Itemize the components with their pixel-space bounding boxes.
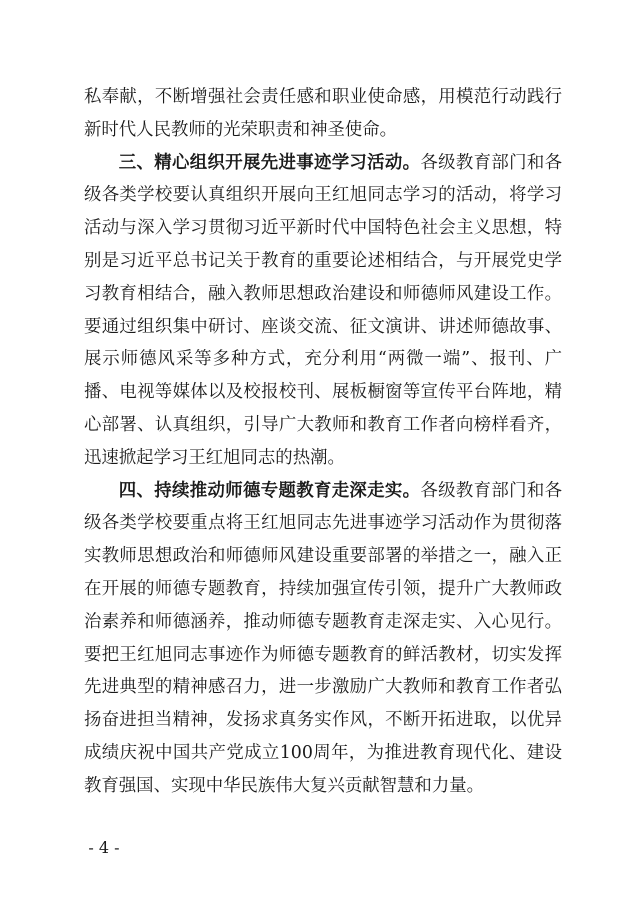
section-four-heading: 四、持续推动师德专题教育走深走实。 xyxy=(118,480,421,501)
section-four-paragraph xyxy=(84,475,562,803)
document-body xyxy=(84,81,562,803)
page-number: - 4 - xyxy=(88,838,120,857)
section-three-body: 各级教育部门和各级各类学校要认真组织开展向王红旭同志学习的活动，将学习活动与深入学习贯彻习近平新时代中国特色社会主义思想，特别是习近平总书记关于教育的重要论述相结合，与开展党史学习教育相结合，融入教师思想政治建设和师德师风建设工作。要通过组织集中研讨、座谈交流、征文演讲、讲述师德故事、展示师德风采等多种方式，充分利用“两微一端”、报刊、广播、电视等媒体以及校报校刊、展板橱窗等宣传平台阵地，精心部署、认真组织，引导广大教师和教育工作者向榜样看齐，迅速掀起学习王红旭同志的热潮。 xyxy=(84,152,562,468)
section-three-paragraph xyxy=(84,147,562,475)
continuation-paragraph: 私奉献，不断增强社会责任感和职业使命感，用模范行动践行新时代人民教师的光荣职责和神圣使命。 xyxy=(84,87,562,140)
section-four-body: 各级教育部门和各级各类学校要重点将王红旭同志先进事迹学习活动作为贯彻落实教师思想政治和师德师风建设重要部署的举措之一，融入正在开展的师德专题教育，持续加强宣传引领，提升广大教师政治素养和师德涵养，推动师德专题教育走深走实、入心见行。要把王红旭同志事迹作为师德专题教育的鲜活教材，切实发挥先进典型的精神感召力，进一步激励广大教师和教育工作者弘扬奋进担当精神，发扬求真务实作风，不断开拓进取，以优异成绩庆祝中国共产党成立100周年，为推进教育现代化、建设教育强国、实现中华民族伟大复兴贡献智慧和力量。 xyxy=(84,480,562,796)
section-three-heading: 三、精心组织开展先进事迹学习活动。 xyxy=(118,152,421,173)
